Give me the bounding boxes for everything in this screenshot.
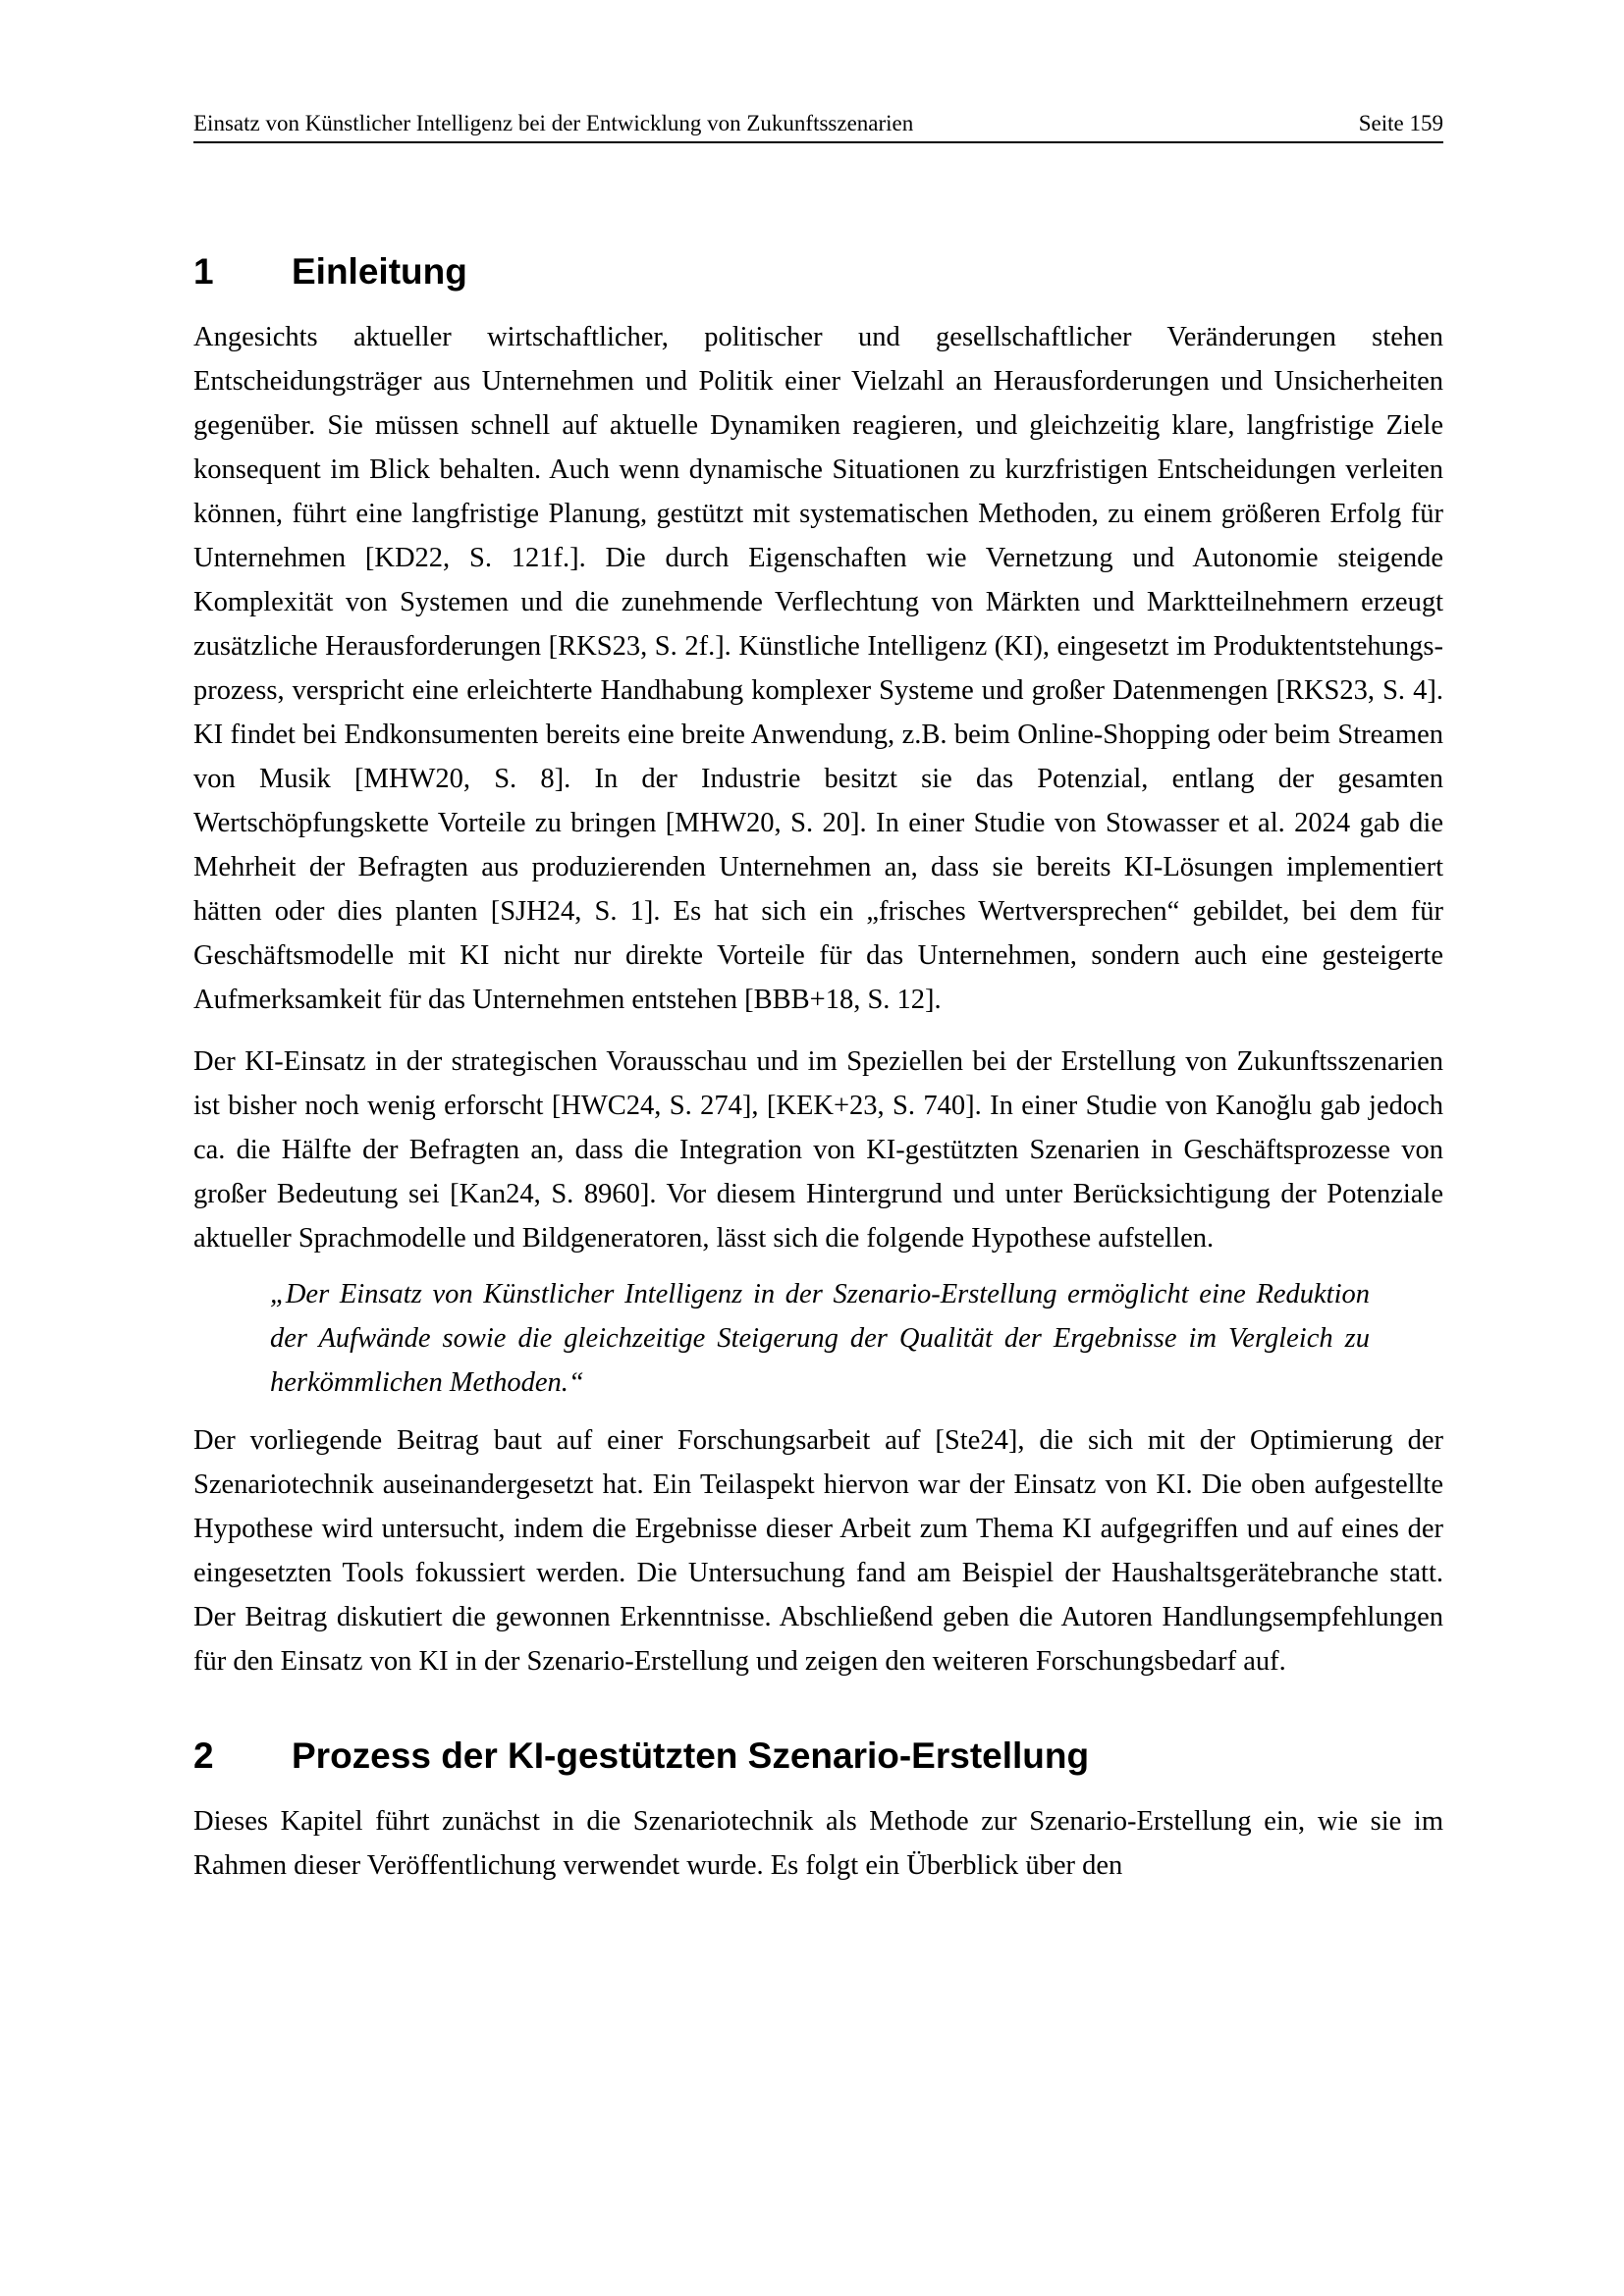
paragraph: Der KI-Einsatz in der strategischen Vorausschau und im Speziellen bei der Erstellung von Zukunftsszenarien ist bisher noch wenig erforscht [HWC24, S. 274], [KEK+23, S. 740]. In einer Studie von Kanoğlu gab jedoch ca. die Hälfte der Befragten an, dass die Integration von KI-gestützten Szenarien in Geschäftsprozesse von großer Bedeutung sei [Kan24, S. 8960]. Vor diesem Hintergrund und unter Berücksichtigung der Potenziale aktueller Sprachmodelle und Bildgeneratoren, lässt sich die folgende Hypothese aufstellen. [193, 1046, 1443, 1254]
paragraph: Dieses Kapitel führt zunächst in die Szenariotechnik als Methode zur Szenario-Erstellung ein, wie sie im Rahmen dieser Veröffentlichung verwendet wurde. Es folgt ein Überblick über den [193, 1806, 1443, 1881]
hypothesis-quote: „Der Einsatz von Künstlicher Intelligenz in der Szenario-Erstellung ermöglicht eine Reduktion der Aufwände sowie die gleichzeitige Steigerung der Qualität der Ergebnisse im Vergleich zu herkömmlichen Methoden.“ [270, 1279, 1370, 1398]
paragraph: Der vorliegende Beitrag baut auf einer Forschungsarbeit auf [Ste24], die sich mit der Optimierung der Szenariotechnik auseinandergesetzt hat. Ein Teilaspekt hiervon war der Einsatz von KI. Die oben aufgestellte Hypothese wird untersucht, indem die Ergebnisse dieser Arbeit zum Thema KI aufgegriffen und auf eines der eingesetzten Tools fokussiert werden. Die Untersuchung fand am Beispiel der Haushaltsgerätebranche statt. Der Beitrag diskutiert die gewonnen Erkenntnisse. Abschließend geben die Autoren Handlungsempfehlungen für den Einsatz von KI in der Szenario-Erstellung und zeigen den weiteren Forschungsbedarf auf. [193, 1425, 1443, 1677]
section-number: 2 [193, 1735, 214, 1776]
section-heading-2 [193, 1735, 1443, 1778]
section-heading-1 [193, 250, 1443, 294]
running-title: Einsatz von Künstlicher Intelligenz bei der Entwicklung von Zukunftsszenarien [193, 111, 914, 135]
page-body [193, 250, 1443, 1888]
running-header [193, 110, 1443, 143]
section-number: 1 [193, 251, 214, 292]
section-title: Einleitung [292, 251, 467, 292]
page-number: Seite 159 [1358, 111, 1443, 135]
section-title: Prozess der KI-gestützten Szenario-Erstellung [292, 1735, 1090, 1776]
paragraph: Angesichts aktueller wirtschaftlicher, politischer und gesellschaftlicher Veränderungen stehen Entscheidungsträger aus Unternehmen und Politik einer Vielzahl an Herausforderungen und Unsicherheiten gegenüber. Sie müssen schnell auf aktuelle Dynamiken reagieren, und gleichzeitig klare, langfristige Ziele konsequent im Blick behalten. Auch wenn dynamische Situationen zu kurzfristigen Entscheidungen verleiten können, führt eine langfristige Planung, gestützt mit systematischen Methoden, zu einem größeren Erfolg für Unternehmen [KD22, S. 121f.]. Die durch Eigenschaften wie Vernetzung und Autonomie steigende Komplexität von Systemen und die zunehmende Verflechtung von Märkten und Marktteilnehmern erzeugt zusätzliche Herausforderungen [RKS23, S. 2f.]. Künstliche Intelligenz (KI), eingesetzt im Produktentstehungsprozess, verspricht eine erleichterte Handhabung komplexer Systeme und großer Datenmengen [RKS23, S. 4]. KI findet bei Endkonsumenten bereits eine breite Anwendung, z.B. beim Online-Shopping oder beim Streamen von Musik [MHW20, S. 8]. In der Industrie besitzt sie das Potenzial, entlang der gesamten Wertschöpfungskette Vorteile zu bringen [MHW20, S. 20]. In einer Studie von Stowasser et al. 2024 gab die Mehrheit der Befragten aus produzierenden Unternehmen an, dass sie bereits KI-Lösungen implementiert hätten oder dies planten [SJH24, S. 1]. Es hat sich ein „frisches Wertversprechen“ gebildet, bei dem für Geschäftsmodelle mit KI nicht nur direkte Vorteile für das Unternehmen, sondern auch eine gesteigerte Aufmerksamkeit für das Unternehmen entstehen [BBB+18, S. 12]. [193, 322, 1443, 1015]
